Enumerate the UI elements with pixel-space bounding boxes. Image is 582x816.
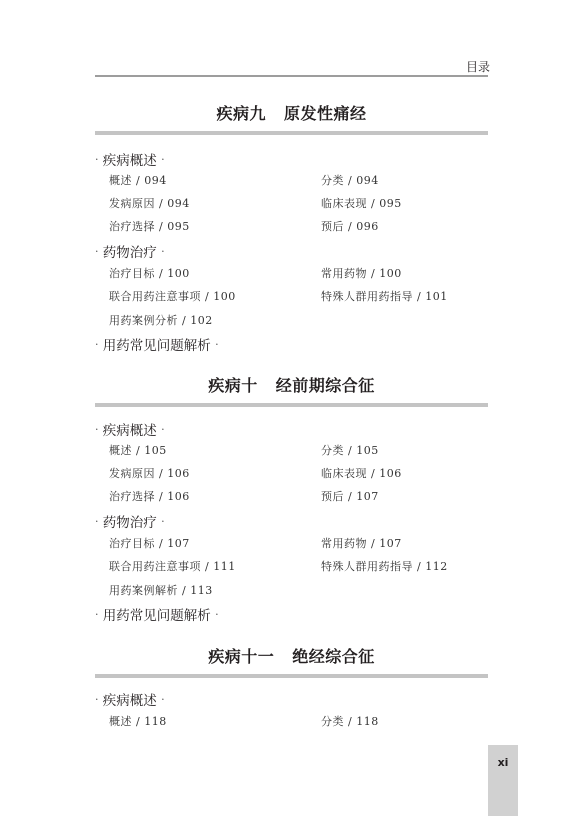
section-heading[interactable]: · 药物治疗 ·	[95, 245, 165, 261]
toc-entry[interactable]: 治疗选择 / 106	[109, 490, 190, 503]
section-heading[interactable]: · 用药常见问题解析 ·	[95, 338, 219, 354]
chapter-title	[95, 645, 488, 669]
chapter-heading	[95, 102, 488, 135]
toc-entry[interactable]: 概述 / 118	[109, 715, 167, 728]
toc-entry[interactable]: 用药案例分析 / 102	[109, 314, 213, 327]
chapter-number: 疾病十	[208, 376, 258, 395]
toc-entry[interactable]: 分类 / 105	[321, 444, 379, 457]
chapter-name: 经前期综合征	[275, 376, 375, 395]
toc-entry[interactable]: 联合用药注意事项 / 100	[109, 290, 236, 303]
section-heading[interactable]: · 疾病概述 ·	[95, 423, 165, 439]
section-heading[interactable]: · 用药常见问题解析 ·	[95, 608, 219, 624]
section-heading[interactable]: · 药物治疗 ·	[95, 515, 165, 531]
section-label: 用药常见问题解析	[102, 338, 211, 354]
header-rule	[95, 75, 488, 77]
toc-entry[interactable]: 联合用药注意事项 / 111	[109, 560, 236, 573]
toc-entry[interactable]: 概述 / 105	[109, 444, 167, 457]
chapter-title	[95, 102, 488, 126]
toc-entry[interactable]: 临床表现 / 095	[321, 197, 402, 210]
toc-entry[interactable]: 预后 / 107	[321, 490, 379, 503]
toc-entry[interactable]: 治疗目标 / 107	[109, 537, 190, 550]
toc-entry[interactable]: 常用药物 / 107	[321, 537, 402, 550]
section-label: 疾病概述	[102, 153, 157, 169]
chapter-rule	[95, 131, 488, 135]
toc-entry[interactable]: 治疗目标 / 100	[109, 267, 190, 280]
chapter-rule	[95, 403, 488, 407]
chapter-title	[95, 374, 488, 398]
chapter-name: 原发性痛经	[284, 104, 367, 123]
chapter-number: 疾病九	[216, 104, 266, 123]
page-tab	[488, 745, 518, 816]
toc-entry[interactable]: 分类 / 118	[321, 715, 379, 728]
chapter-heading	[95, 645, 488, 678]
toc-entry[interactable]: 常用药物 / 100	[321, 267, 402, 280]
toc-entry[interactable]: 特殊人群用药指导 / 101	[321, 290, 448, 303]
toc-entry[interactable]: 临床表现 / 106	[321, 467, 402, 480]
chapter-heading	[95, 374, 488, 407]
toc-entry[interactable]: 预后 / 096	[321, 220, 379, 233]
section-label: 用药常见问题解析	[102, 608, 211, 624]
toc-entry[interactable]: 发病原因 / 094	[109, 197, 190, 210]
section-label: 疾病概述	[102, 693, 157, 709]
toc-entry[interactable]: 分类 / 094	[321, 174, 379, 187]
section-heading[interactable]: · 疾病概述 ·	[95, 693, 165, 709]
toc-entry[interactable]: 概述 / 094	[109, 174, 167, 187]
page-number: xi	[497, 756, 509, 769]
section-label: 药物治疗	[102, 515, 157, 531]
toc-entry[interactable]: 特殊人群用药指导 / 112	[321, 560, 448, 573]
chapter-rule	[95, 674, 488, 678]
running-header-title: 目录	[465, 60, 490, 74]
section-label: 疾病概述	[102, 423, 157, 439]
toc-entry[interactable]: 用药案例解析 / 113	[109, 584, 213, 597]
section-label: 药物治疗	[102, 245, 157, 261]
section-heading[interactable]: · 疾病概述 ·	[95, 153, 165, 169]
toc-entry[interactable]: 治疗选择 / 095	[109, 220, 190, 233]
toc-entry[interactable]: 发病原因 / 106	[109, 467, 190, 480]
chapter-name: 绝经综合征	[292, 647, 375, 666]
chapter-number: 疾病十一	[208, 647, 275, 666]
